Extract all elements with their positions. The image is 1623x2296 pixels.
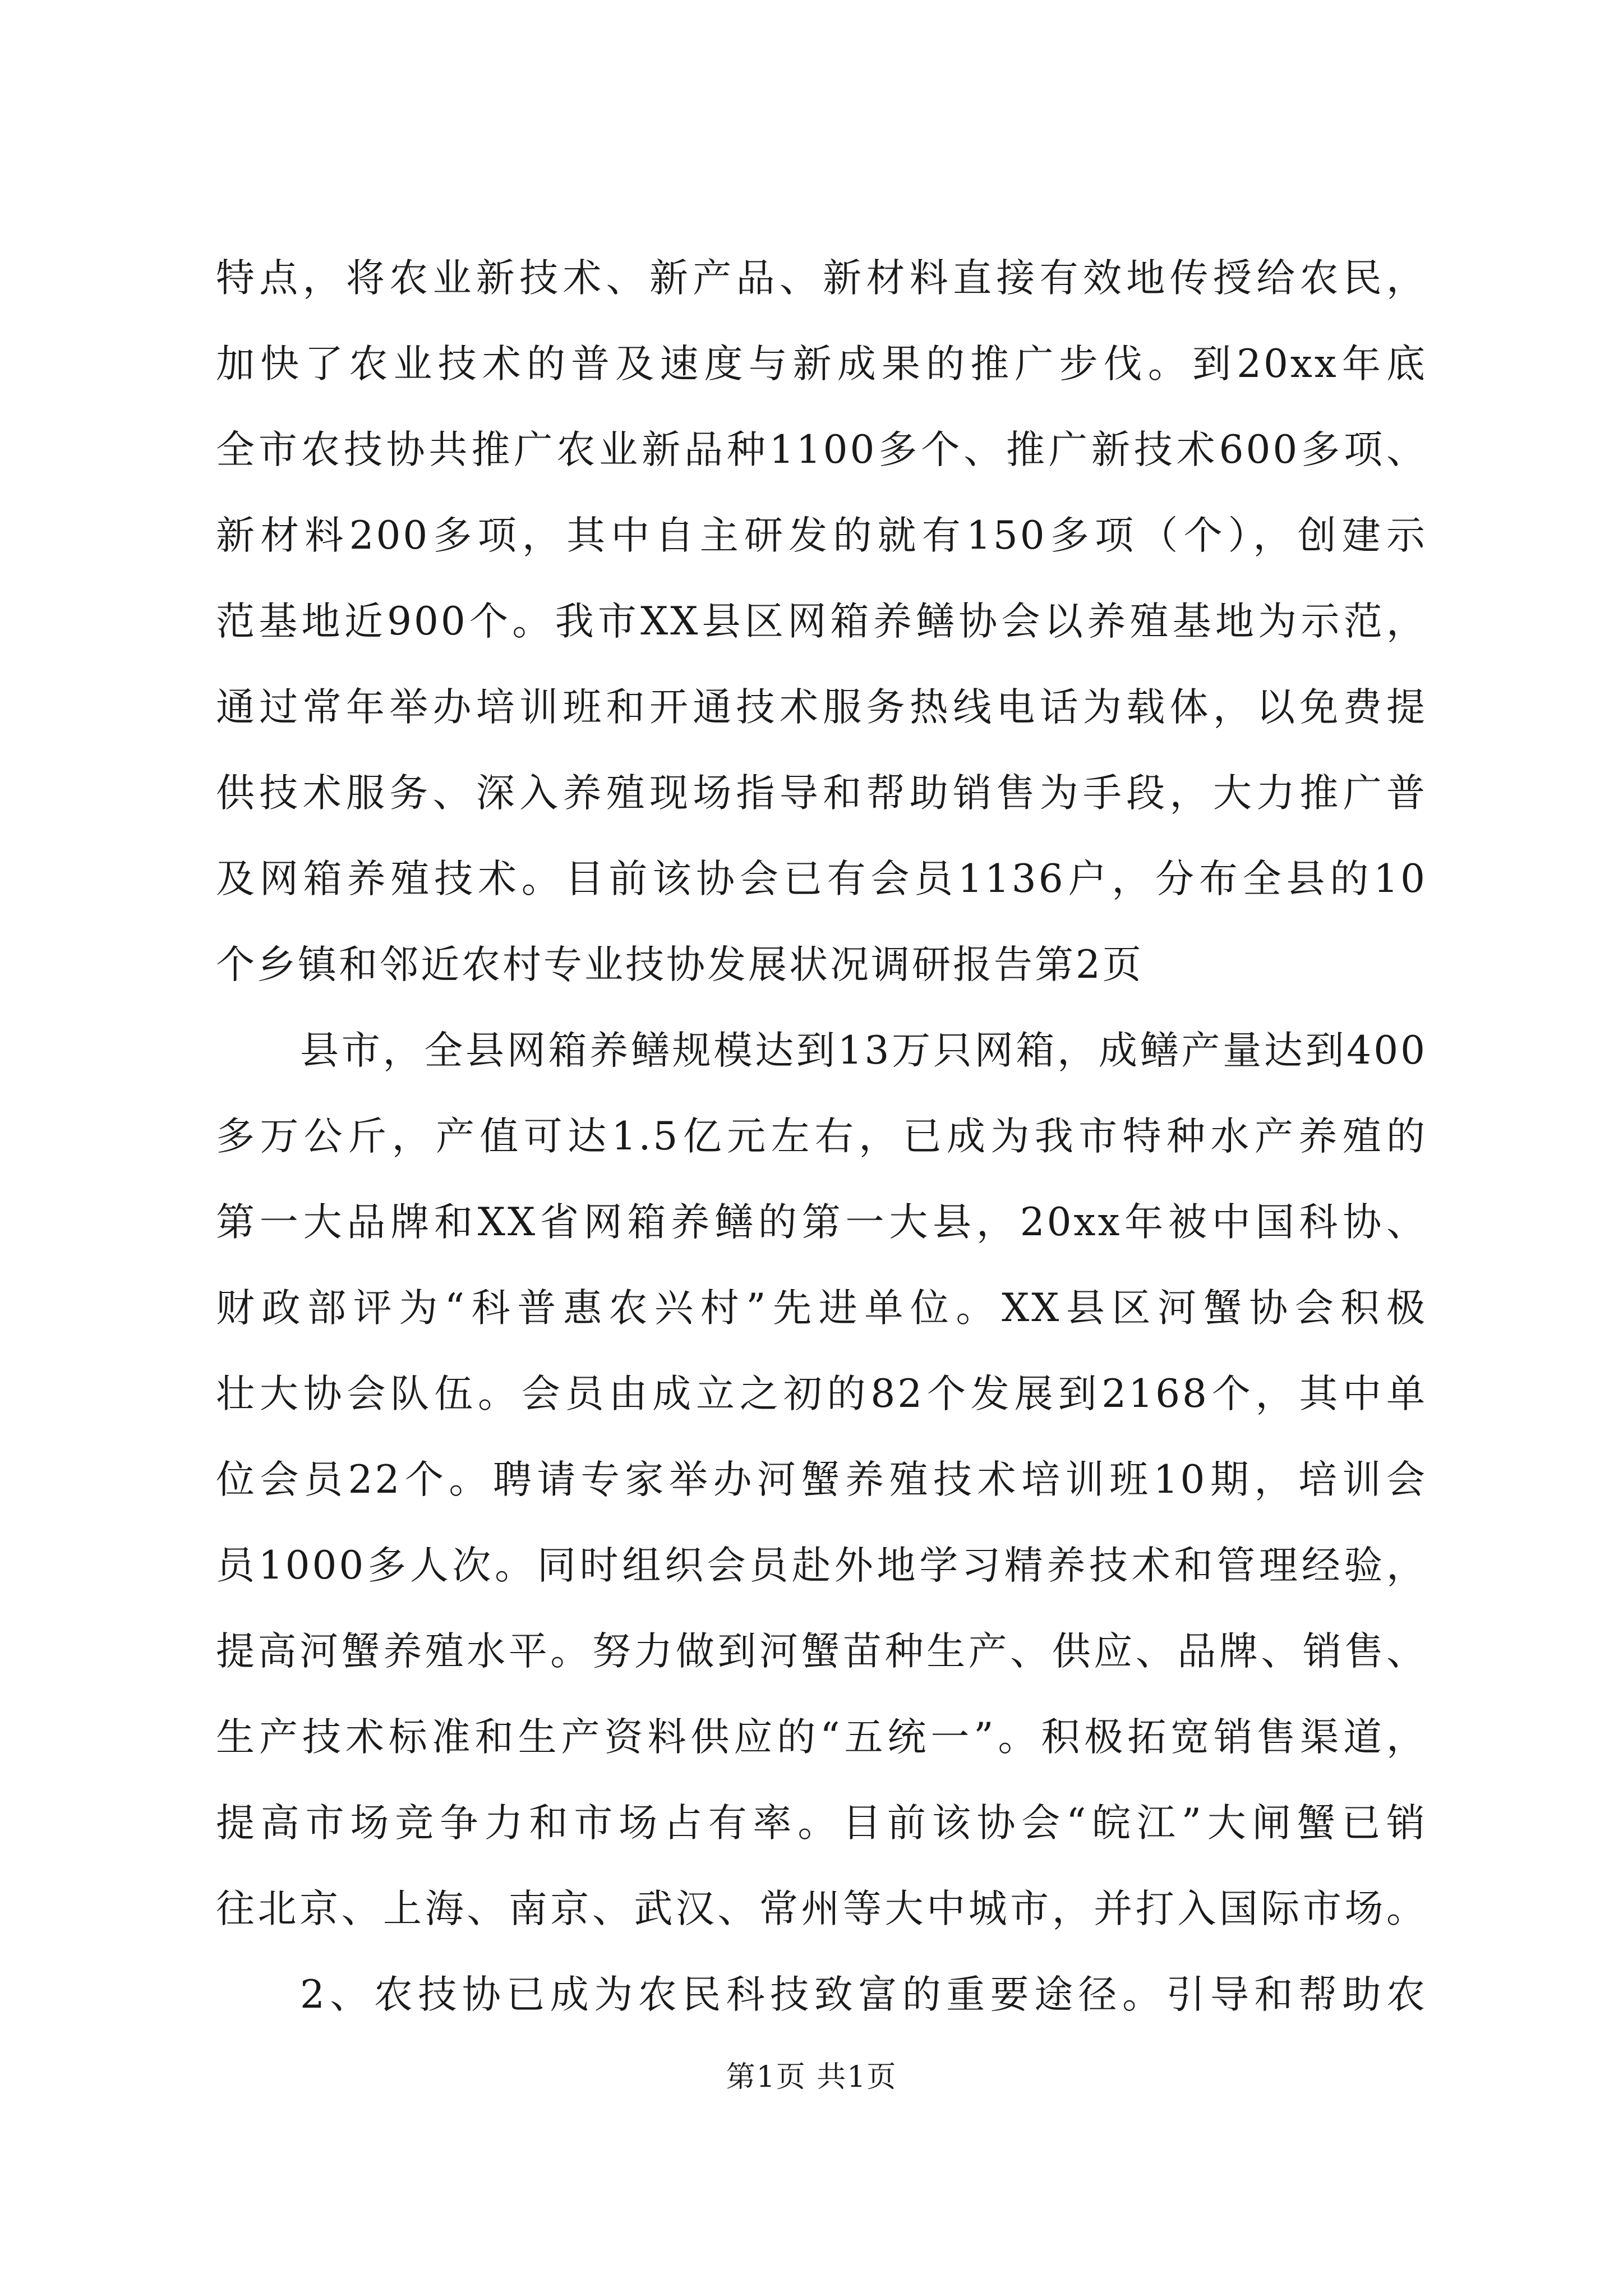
text-line: 个乡镇和邻近农村专业技协发展状况调研报告第2页 [216,942,1144,987]
text-line: 往北京、上海、南京、武汉、常州等大中城市，并打入国际市场。 [216,1887,1427,1931]
text-line: 范基地近900个。我市XX县区网箱养鳝协会以养殖基地为示范， [216,599,1427,644]
text-line: 壮大协会队伍。会员由成立之初的82个发展到2168个，其中单 [216,1372,1427,1416]
text-line: 通过常年举办培训班和开通技术服务热线电话为载体，以免费提 [216,685,1427,730]
text-line: 多万公斤，产值可达1.5亿元左右，已成为我市特种水产养殖的 [216,1114,1427,1159]
text-line: 供技术服务、深入养殖现场指导和帮助销售为手段，大力推广普 [216,771,1427,816]
text-line: 第一大品牌和XX省网箱养鳝的第一大县，20xx年被中国科协、 [216,1200,1427,1245]
text-line: 财政部评为“科普惠农兴村”先进单位。XX县区河蟹协会积极 [216,1286,1427,1331]
text-line: 提高市场竞争力和市场占有率。目前该协会“皖江”大闸蟹已销 [216,1801,1427,1846]
text-line: 全市农技协共推广农业新品种1100多个、推广新技术600多项、 [216,427,1427,472]
text-line: 生产技术标准和生产资料供应的“五统一”。积极拓宽销售渠道， [216,1715,1427,1760]
text-line: 位会员22个。聘请专家举办河蟹养殖技术培训班10期，培训会 [216,1457,1427,1502]
page-footer: 第1页 共1页 [726,2060,897,2094]
text-line: 新材料200多项，其中自主研发的就有150多项（个），创建示 [216,513,1427,558]
text-line: 及网箱养殖技术。目前该协会已有会员1136户，分布全县的10 [216,857,1427,901]
text-line: 特点，将农业新技术、新产品、新材料直接有效地传授给农民， [216,256,1427,301]
text-line: 县市，全县网箱养鳝规模达到13万只网箱，成鳝产量达到400 [300,1028,1427,1073]
body-text [216,236,1427,2038]
text-line: 加快了农业技术的普及速度与新成果的推广步伐。到20xx年底 [216,342,1427,386]
text-line: 员1000多人次。同时组织会员赴外地学习精养技术和管理经验， [216,1543,1427,1588]
text-line: 提高河蟹养殖水平。努力做到河蟹苗种生产、供应、品牌、销售、 [216,1629,1427,1674]
text-line: 2、农技协已成为农民科技致富的重要途径。引导和帮助农 [300,1972,1427,2017]
